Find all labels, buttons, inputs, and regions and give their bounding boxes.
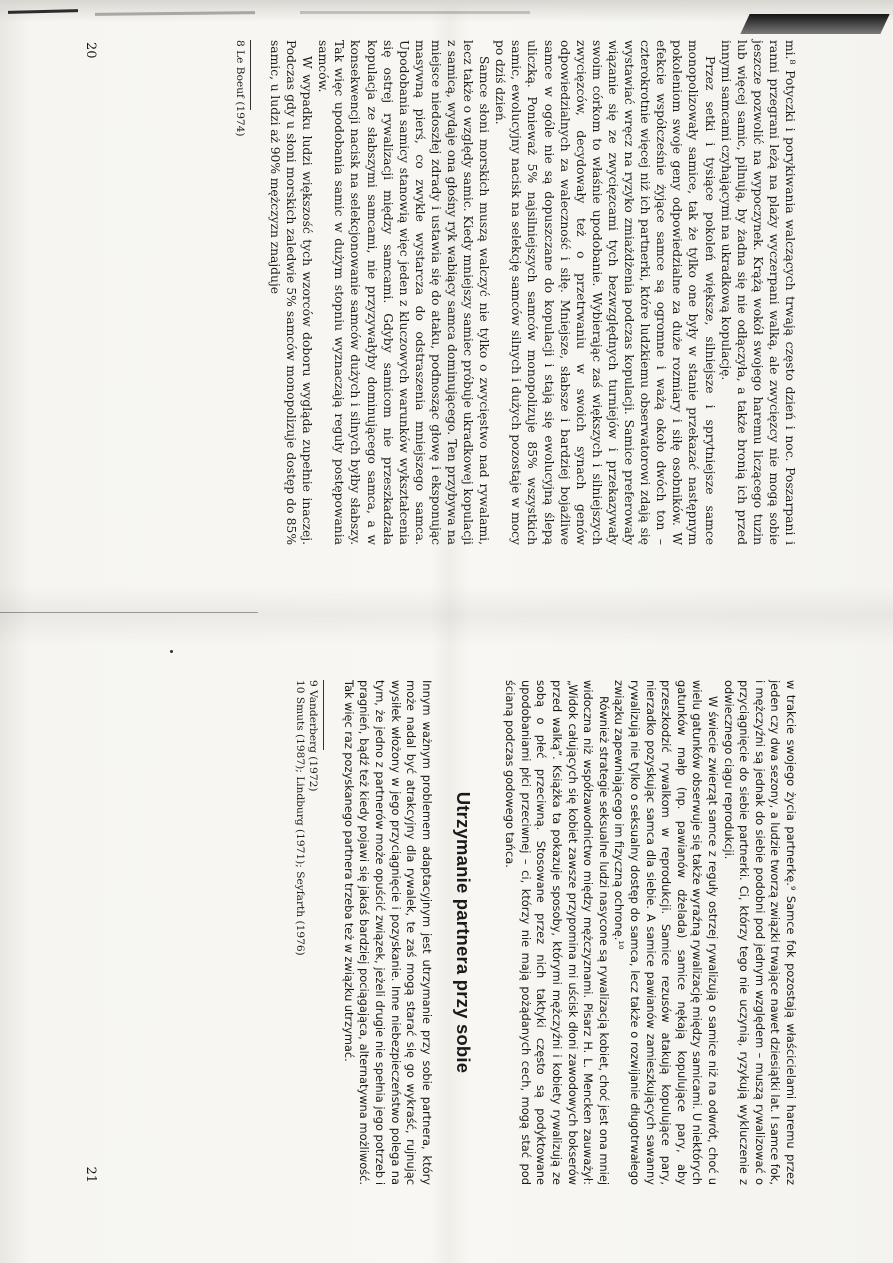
book-gutter <box>0 585 893 645</box>
page-number: 21 <box>83 1166 98 1183</box>
paragraph: mi.⁸ Potyczki i porykiwania walczących trwają często dzień i noc. Poszarpani i ranni przegrani leżą na plaży wyczerpani walką, ale zwycięzcy nie mogą sobie jeszcze pozwolić na wypoczynek. Krążą wokół swojego haremu liczącego tuzin lub więcej samic, pilnują, by żadna się nie odłączyła, a także bronią ich przed innymi samcami czyhającymi na ukradkową kopulację. <box>718 40 797 545</box>
footnote: 9 Vanderberg (1972) <box>307 680 320 792</box>
paragraph: Innym ważnym problemem adaptacyjnym jest utrzymanie przy sobie partnera, który może nadal być atrakcyjny dla rywalek, te zaś mogą starać się go wykraść, rujnując wysiłek włożony w jego przyciągnięcie i pozyskanie. Inne niebezpieczeństwo polega na tym, że jedno z partnerów może opuścić związek, jeżeli drugie nie spełnia jego potrzeb i pragnień, bądź też kiedy pojawi się jakaś bardziej pociągająca, alternatywna możliwość. Tak więc raz pozyskanego partnera trzeba też w związku utrzymać. <box>341 680 434 1185</box>
section-heading: Utrzymanie partnera przy sobie <box>452 791 474 1074</box>
right-page-body <box>502 680 798 1185</box>
left-page-body <box>267 40 798 545</box>
right-page <box>83 680 798 1185</box>
paragraph: w trakcie swojego życia partnerkę.⁹ Samce fok pozostają właścicielami haremu przez jeden czy dwa sezony, a ludzie tworzą związki trwające nawet dziesiątki lat. I samce fok, i mężczyźni są jednak do siebie podobni pod jednym względem – muszą rywalizować o przyciągnięcie do siebie partnerki. Ci, którzy tego nie uczynią, ryzykują wykluczenie z odwiecznego ciągu reprodukcji. <box>721 680 798 1185</box>
paragraph: W świecie zwierząt samce z reguły ostrzej rywalizują o samice niż na odwrót, choć u wielu gatunków obserwuje się także wyraźną rywalizację między samicami. U niektórych gatunków małp (np. pawianów dżelada) samice nękają kopulujące pary, aby przeszkodzić rywalkom w reprodukcji. Samice rezusów atakują kopulujące pary, nierzadko pozyskując samca dla siebie. A samice pawianów zamieszkujących sawanny rywalizują nie tylko o seksualny dostęp do samca, lecz także o rozwijanie długotrwałego związku zapewniającego im fizyczną ochronę.¹⁰ <box>612 680 721 1185</box>
right-page-body-continued <box>340 680 434 1185</box>
paragraph: W wypadku ludzi większość tych wzorców doboru wygląda zupełnie inaczej. Podczas gdy u słoni morskich zaledwie 5% samców monopolizuje dostęp do 85% samic, u ludzi aż 90% mężczyzn znajduje <box>268 40 315 545</box>
paragraph: Również strategie seksualne ludzi nasycone są rywalizacją kobiet, choć jest ona mniej widoczna niż współzawodnictwo między mężczyznami. Pisarz H. L. Mencken zauważył: „Widok całujących się kobiet zawsze przypomina mi uścisk dłoni zawodowych bokserów przed walką”. Książka ta pokazuje sposoby, którymi mężczyźni i kobiety rywalizują ze sobą o płeć przeciwną. Stosowane przez nich taktyki często są podyktowane upodobaniami płci przeciwnej – ci, którzy nie mają pożądanych cech, mogą stać pod ścianą podczas godowego tańca. <box>503 680 611 1185</box>
footnotes <box>293 680 319 1185</box>
footnotes <box>233 40 246 545</box>
page-number: 20 <box>83 42 98 59</box>
margin-mark <box>170 650 173 653</box>
left-page <box>83 40 798 545</box>
footnote-rule <box>323 680 324 750</box>
paragraph: Samce słoni morskich muszą walczyć nie tylko o zwycięstwo nad rywalami, lecz także o względy samic. Kiedy mniejszy samiec próbuje ukradkowej kopulacji z samicą, wydaje ona głośny ryk wabiący samca dominującego. Ten przybywa na miejsce niedoszłej zdrady i ustawia się do ataku, podnosząc głowę i eksponując masywną pierś, co zwykle wystarcza do odstraszenia mniejszego samca. Upodobania samicy stanowią więc jeden z kluczowych warunków wykształcenia się ostrej rywalizacji między samcami. Gdyby samicom nie przeszkadzała kopulacja ze słabszymi samcami, nie przyzywałyby dominującego samca, a w konsekwencji nacisk na selekcjonowanie samców dużych i silnych byłby słabszy. Tak więc upodobania samic w dużym stopniu wyznaczają reguły postępowania samców. <box>316 40 492 545</box>
gutter-line <box>0 612 258 613</box>
paragraph: Przez setki i tysiące pokoleń większe, silniejsze i sprytniejsze samce monopolizowały samice, tak że tylko one były w stanie przekazać następnym pokoleniom swoje geny odpowiedzialne za duże rozmiary i siłę osobników. W efekcie współcześnie żyjące samce są ogromne i ważą około dwóch ton – czterokrotnie więcej niż ich partnerki, które ludzkiemu obserwatorowi zdają się wystawiać wręcz na ryzyko zmiażdżenia podczas kopulacji. Samice preferowały wiązanie się ze zwycięzcami tych bezwzględnych turniejów i przekazywały swoim córkom to właśnie upodobanie. Wybierając zaś większych i silniejszych zwycięzców, decydowały też o przetrwaniu w swoich synach genów odpowiedzialnych za waleczność i siłę. Mniejsze, słabsze i bardziej bojaźliwe samce w ogóle nie są dopuszczane do kopulacji i stają się ewolucyjną ślepą uliczką. Ponieważ 5% najsilniejszych samców monopolizuje 85% wszystkich samic, ewolucyjny nacisk na selekcję samców silnych i dużych pozostaje w mocy po dziś dzień. <box>493 40 717 545</box>
footnote-rule <box>250 40 251 110</box>
footnote: 8 Le Boeuf (1974) <box>233 40 246 137</box>
footnote: 10 Smuts (1987); Lindburg (1971); Seyfarth (1976) <box>294 680 307 956</box>
